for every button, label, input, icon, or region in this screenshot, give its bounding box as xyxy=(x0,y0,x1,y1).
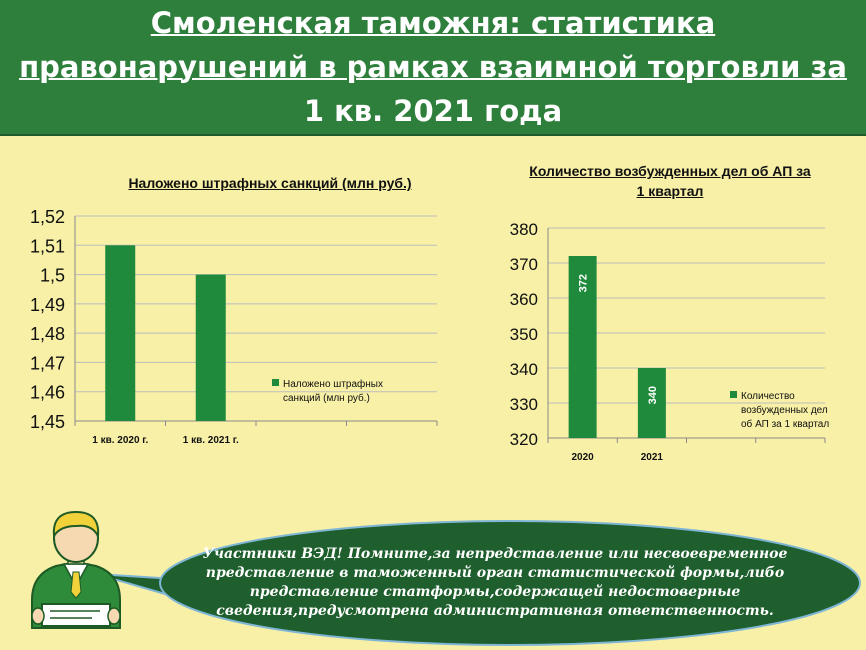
chart-cases xyxy=(510,220,830,463)
chart1-bar xyxy=(105,245,135,421)
chart2-y-tick-label: 370 xyxy=(509,255,538,274)
chart2-data-label: 372 xyxy=(577,274,590,293)
title-line-1: Смоленская таможня: статистика xyxy=(150,6,716,40)
chart1-y-tick-label: 1,51 xyxy=(29,236,65,257)
title-line-2: правонарушений в рамках взаимной торговли за xyxy=(19,50,847,84)
chart1-y-tick-label: 1,46 xyxy=(29,382,65,403)
chart1-title: Наложено штрафных санкций (млн руб.) xyxy=(128,175,412,191)
chart1-category-label: 1 кв. 2020 г. xyxy=(92,435,149,446)
chart2-y-tick-label: 330 xyxy=(509,395,538,414)
chart2-y-tick-label: 340 xyxy=(509,360,538,379)
chart2-legend-label: об АП за 1 квартал xyxy=(741,419,830,430)
chart1-y-tick-label: 1,49 xyxy=(29,294,65,315)
chart2-legend-swatch xyxy=(730,391,737,398)
chart1-category-label: 1 кв. 2021 г. xyxy=(182,435,239,446)
chart1-y-tick-label: 1,5 xyxy=(39,265,65,286)
chart1-y-tick-label: 1,47 xyxy=(29,353,65,374)
notice-text: Участники ВЭД! Помните,за непредставление или несвоевременное представление в таможенный орган статистической формы,либо представление статформы,содержащей недостоверные сведения,предусмотрена административная ответственность. xyxy=(202,546,788,619)
chart2-title-line-1: Количество возбужденных дел об АП за xyxy=(529,163,811,179)
chart1-y-tick-label: 1,52 xyxy=(29,207,65,227)
chart2-y-tick-label: 360 xyxy=(509,290,538,309)
chart2-y-tick-label: 380 xyxy=(509,220,538,239)
chart1-legend-label: Наложено штрафных xyxy=(283,379,383,390)
chart2-category-label: 2021 xyxy=(640,452,663,463)
chart2-legend-label: Количество xyxy=(741,391,795,402)
businessman-icon xyxy=(32,512,120,628)
title-line-3: 1 кв. 2021 года xyxy=(303,94,563,128)
chart1-y-tick-label: 1,48 xyxy=(29,324,65,345)
chart2-y-tick-label: 350 xyxy=(509,325,538,344)
chart2-category-label: 2020 xyxy=(571,452,594,463)
chart1-legend-swatch xyxy=(272,379,279,386)
chart2-title-line-2: 1 квартал xyxy=(636,183,704,199)
chart-fines xyxy=(30,207,437,446)
chart2-data-label: 340 xyxy=(646,386,659,405)
chart1-bar xyxy=(196,275,226,421)
chart2-legend-label: возбужденных дел xyxy=(741,405,828,416)
chart1-y-tick-label: 1,45 xyxy=(29,412,65,432)
chart1-legend-label: санкций (млн руб.) xyxy=(283,393,370,404)
chart2-y-tick-label: 320 xyxy=(509,430,538,449)
